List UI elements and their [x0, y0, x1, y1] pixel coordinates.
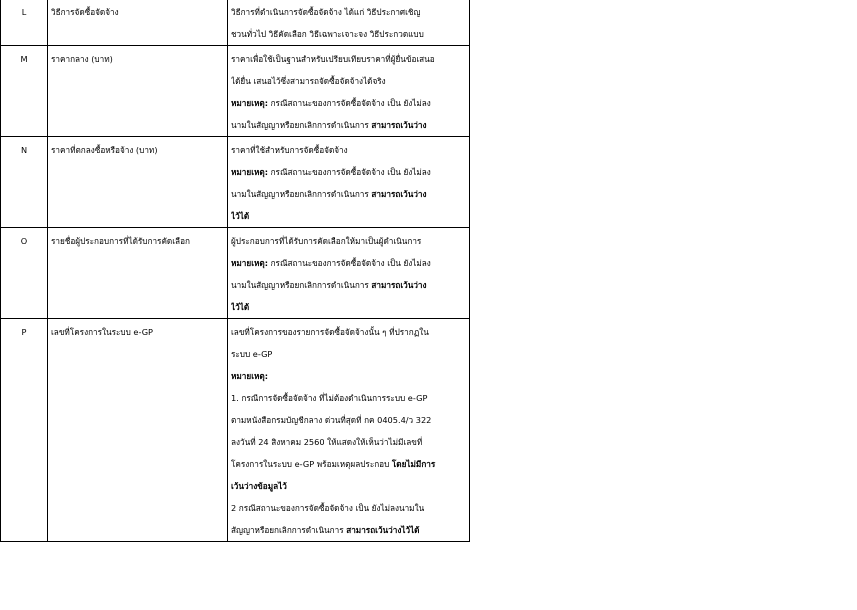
description-bold-text: โดยไม่มีการ: [391, 459, 436, 469]
description-bold-text: หมายเหตุ:: [231, 371, 268, 381]
description-line: [231, 519, 466, 541]
description-line: [231, 497, 466, 519]
table-row: [1, 319, 470, 542]
description-text: ระบบ e-GP: [231, 349, 273, 359]
field-description-cell: [228, 319, 470, 542]
field-description-cell: [228, 0, 470, 46]
field-description-cell: [228, 228, 470, 319]
description-line: [231, 139, 466, 161]
description-line: [231, 343, 466, 365]
description-text: กรณีสถานะของการจัดซื้อจัดจ้าง เป็น ยังไม่ลง: [267, 98, 431, 108]
field-code-cell: P: [1, 319, 48, 542]
description-line: [231, 475, 466, 497]
description-bold-text: สามารถเว้นว่าง: [371, 280, 427, 290]
description-text: กรณีสถานะของการจัดซื้อจัดจ้าง เป็น ยังไม่ลง: [267, 258, 431, 268]
document-table: [0, 0, 470, 542]
description-line: [231, 161, 466, 183]
description-line: [231, 431, 466, 453]
field-code-cell: O: [1, 228, 48, 319]
description-text: 1. กรณีการจัดซื้อจัดจ้าง ที่ไม่ต้องดำเนินการระบบ e-GP: [231, 393, 428, 403]
table-row: [1, 0, 470, 46]
description-line: [231, 409, 466, 431]
description-line: [231, 114, 466, 136]
field-name-cell: ราคาที่ตกลงซื้อหรือจ้าง (บาท): [48, 137, 228, 228]
description-text: ได้ยื่น เสนอไว้ซึ่งสามารถจัดซื้อจัดจ้างได้จริง: [231, 76, 386, 86]
description-line: [231, 230, 466, 252]
description-text: กรณีสถานะของการจัดซื้อจัดจ้าง เป็น ยังไม่ลง: [267, 167, 431, 177]
description-line: [231, 183, 466, 205]
description-bold-text: สามารถเว้นว่าง: [371, 189, 427, 199]
description-text: ผู้ประกอบการที่ได้รับการคัดเลือกให้มาเป็นผู้ดำเนินการ: [231, 236, 422, 246]
field-description-cell: [228, 137, 470, 228]
description-text: นามในสัญญาหรือยกเลิกการดำเนินการ: [231, 280, 372, 290]
description-line: [231, 205, 466, 227]
description-line: [231, 92, 466, 114]
description-text: ลงวันที่ 24 สิงหาคม 2560 ให้แสดงให้เห็นว่าไม่มีเลขที่: [231, 437, 423, 447]
description-text: ตามหนังสือกรมบัญชีกลาง ด่วนที่สุดที่ กค 0405.4/ว 322: [231, 415, 432, 425]
description-text: นามในสัญญาหรือยกเลิกการดำเนินการ: [231, 120, 372, 130]
field-name-cell: เลขที่โครงการในระบบ e-GP: [48, 319, 228, 542]
field-name-cell: ราคากลาง (บาท): [48, 46, 228, 137]
description-bold-text: ไว้ได้: [231, 302, 250, 312]
description-bold-text: หมายเหตุ:: [231, 167, 268, 177]
description-bold-text: หมายเหตุ:: [231, 98, 268, 108]
description-line: [231, 274, 466, 296]
description-text: 2 กรณีสถานะของการจัดซื้อจัดจ้าง เป็น ยังไม่ลงนามใน: [231, 503, 425, 513]
field-name-cell: รายชื่อผู้ประกอบการที่ได้รับการคัดเลือก: [48, 228, 228, 319]
description-line: [231, 1, 466, 23]
description-text: วิธีการที่ดำเนินการจัดซื้อจัดจ้าง ได้แก่ วิธีประกาศเชิญ: [231, 7, 421, 17]
field-code-cell: N: [1, 137, 48, 228]
description-bold-text: หมายเหตุ:: [231, 258, 268, 268]
description-line: [231, 48, 466, 70]
description-text: นามในสัญญาหรือยกเลิกการดำเนินการ: [231, 189, 372, 199]
description-bold-text: สามารถเว้นว่างไว้ได้: [346, 525, 420, 535]
description-line: [231, 296, 466, 318]
description-line: [231, 321, 466, 343]
description-line: [231, 387, 466, 409]
description-line: [231, 23, 466, 45]
description-text: ราคาที่ใช้สำหรับการจัดซื้อจัดจ้าง: [231, 145, 348, 155]
description-bold-text: เว้นว่างข้อมูลไว้: [231, 481, 287, 491]
description-line: [231, 70, 466, 92]
description-text: เลขที่โครงการของรายการจัดซื้อจัดจ้างนั้น ๆ ที่ปรากฏใน: [231, 327, 429, 337]
table-row: [1, 228, 470, 319]
description-line: [231, 365, 466, 387]
field-description-cell: [228, 46, 470, 137]
description-line: [231, 252, 466, 274]
description-text: ชวนทั่วไป วิธีคัดเลือก วิธีเฉพาะเจาะจง วิธีประกวดแบบ: [231, 29, 424, 39]
table-row: [1, 46, 470, 137]
description-text: โครงการในระบบ e-GP พร้อมเหตุผลประกอบ: [231, 459, 392, 469]
description-text: ราคาเพื่อใช้เป็นฐานสำหรับเปรียบเทียบราคาที่ผู้ยื่นข้อเสนอ: [231, 54, 435, 64]
field-code-cell: L: [1, 0, 48, 46]
description-text: สัญญาหรือยกเลิกการดำเนินการ: [231, 525, 347, 535]
field-code-cell: M: [1, 46, 48, 137]
description-bold-text: สามารถเว้นว่าง: [371, 120, 427, 130]
table-row: [1, 137, 470, 228]
description-bold-text: ไว้ได้: [231, 211, 250, 221]
field-name-cell: วิธีการจัดซื้อจัดจ้าง: [48, 0, 228, 46]
description-line: [231, 453, 466, 475]
